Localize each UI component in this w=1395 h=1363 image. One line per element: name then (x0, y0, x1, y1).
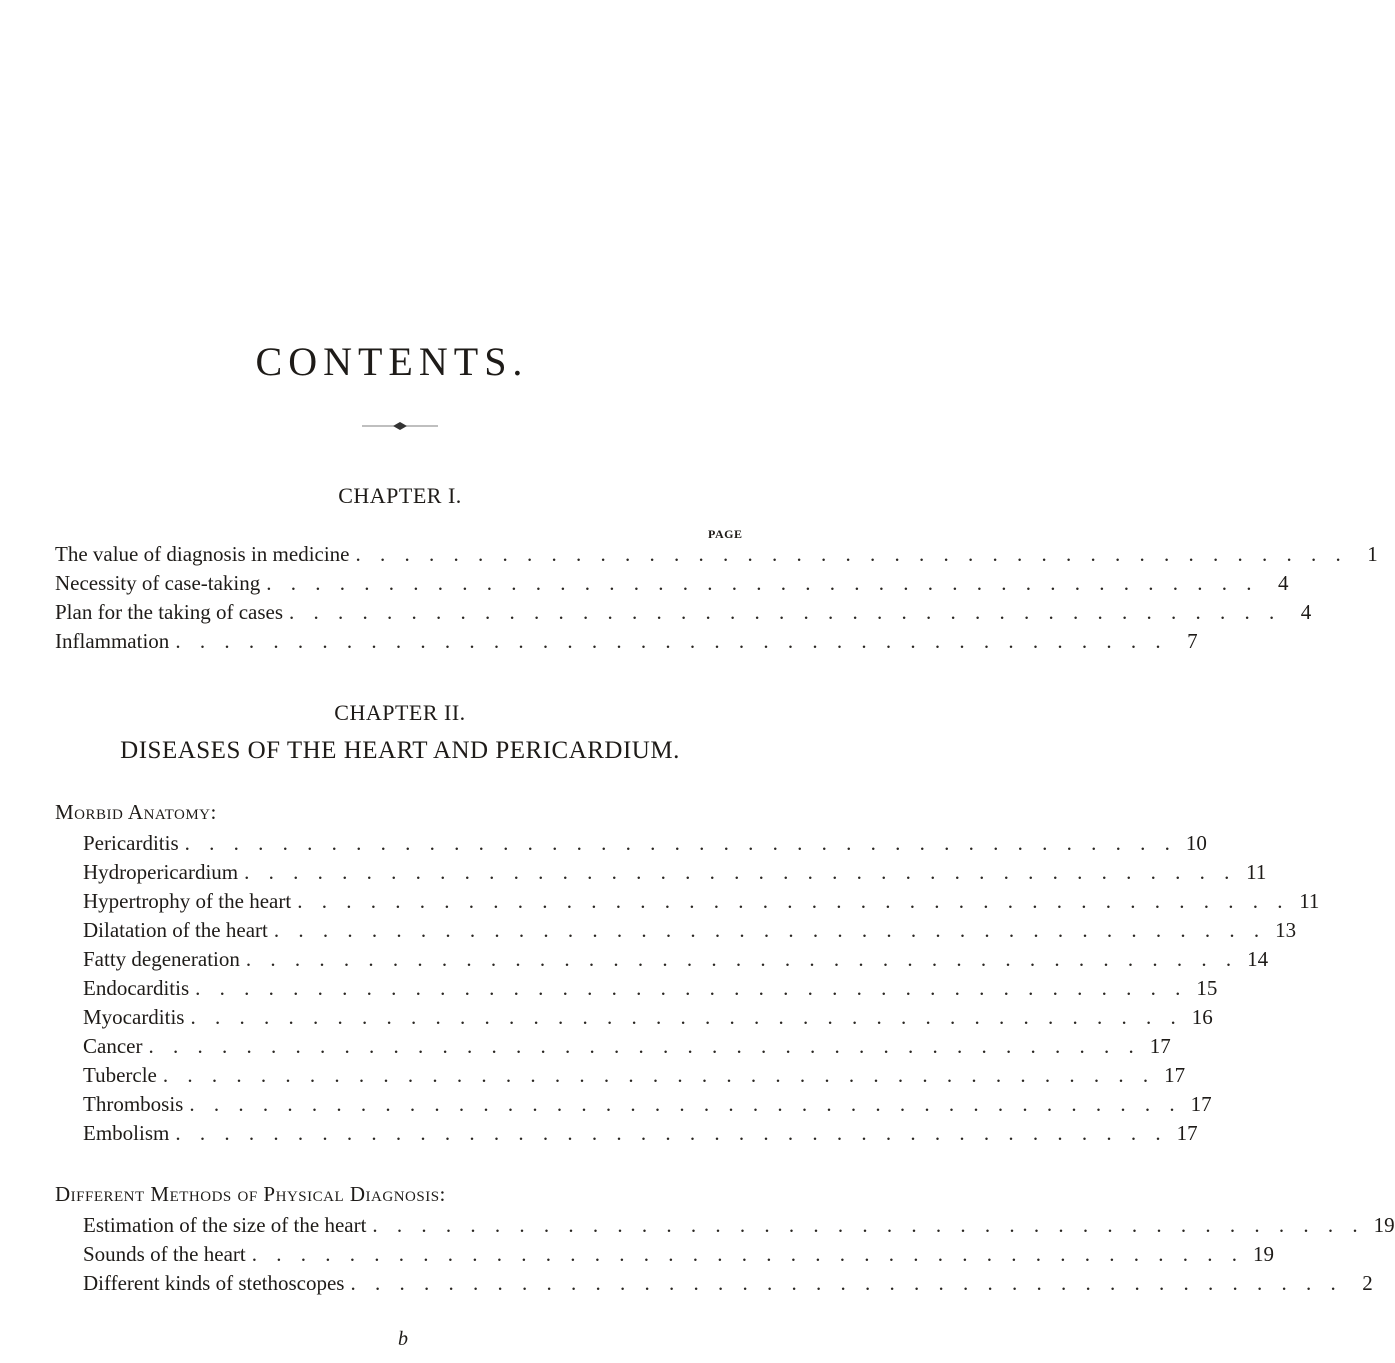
toc-entry-label: Dilatation of the heart (83, 918, 268, 942)
toc-entry-page: 19 (1373, 1213, 1395, 1237)
toc-entry-label: Fatty degeneration (83, 947, 240, 971)
toc-entry-page: 2 (1362, 1271, 1373, 1295)
page-title: CONTENTS. (255, 339, 529, 384)
toc-entry-page: 19 (1252, 1242, 1274, 1266)
toc-entry (55, 571, 1289, 601)
toc-entry (55, 629, 1198, 659)
toc-entry-label: Cancer (83, 1034, 143, 1058)
toc-entry-label: Plan for the taking of cases (55, 600, 284, 624)
toc-entry-page: 17 (1176, 1121, 1198, 1145)
leader-dots: . . . . . . . . . . . . . . . . . . . . . . . . . . . . . . . . . . . . . . . . . (350, 1271, 1343, 1295)
toc-entry-label: Inflammation (55, 629, 170, 653)
leader-dots: . . . . . . . . . . . . . . . . . . . . . . . . . . . . . . . . . . . . . . . . . (245, 947, 1239, 971)
toc-entry (55, 542, 1378, 572)
chapter-1-heading: CHAPTER I. (338, 483, 462, 508)
toc-entry-label: The value of diagnosis in medicine (55, 542, 350, 566)
toc-entry-label: Hypertrophy of the heart (83, 889, 292, 913)
toc-entry (83, 1213, 1395, 1243)
page-column-label: PAGE (708, 527, 743, 541)
leader-dots: . . . . . . . . . . . . . . . . . . . . . . . . . . . . . . . . . . . . . . . . . (190, 1005, 1183, 1029)
leader-dots: . . . . . . . . . . . . . . . . . . . . . . . . . . . . . . . . . . . . . . . . . (355, 542, 1348, 566)
group-heading-morbid-anatomy: Morbid Anatomy: (55, 800, 217, 824)
leader-dots: . . . . . . . . . . . . . . . . . . . . . . . . . . . . . . . . . . . . . . . . . (175, 629, 1168, 653)
leader-dots: . . . . . . . . . . . . . . . . . . . . . . . . . . . . . . . . . . . . . . . . . (189, 1092, 1182, 1116)
toc-entry-page: 11 (1246, 860, 1267, 884)
leader-dots: . . . . . . . . . . . . . . . . . . . . . . . . . . . . . . . . . . . . . . . . . (148, 1034, 1141, 1058)
toc-entry-label: Hydropericardium (83, 860, 239, 884)
toc-entry-label: Endocarditis (83, 976, 190, 1000)
toc-entry (55, 600, 1312, 630)
toc-entry-page: 17 (1149, 1034, 1171, 1058)
toc-entry (83, 1121, 1198, 1151)
toc-entry-label: Necessity of case-taking (55, 571, 261, 595)
toc-entry-page: 11 (1299, 889, 1320, 913)
leader-dots: . . . . . . . . . . . . . . . . . . . . . . . . . . . . . . . . . . . . . . . . . (273, 918, 1267, 942)
toc-entry-page: 10 (1185, 831, 1207, 855)
toc-entry-page: 13 (1275, 918, 1297, 942)
chapter-2-heading: CHAPTER II. (334, 700, 466, 725)
toc-entry-page: 1 (1367, 542, 1378, 566)
toc-entry (83, 1034, 1171, 1064)
toc-entry (83, 831, 1207, 861)
toc-entry (83, 1271, 1373, 1301)
leader-dots: . . . . . . . . . . . . . . . . . . . . . . . . . . . . . . . . . . . . . . . . . (244, 860, 1237, 884)
toc-entry-label: Myocarditis (83, 1005, 185, 1029)
toc-entry (83, 1005, 1213, 1035)
toc-entry-page: 16 (1191, 1005, 1213, 1029)
leader-dots: . . . . . . . . . . . . . . . . . . . . . . . . . . . . . . . . . . . . . . . . . (184, 831, 1177, 855)
toc-entry (83, 918, 1297, 948)
leader-dots: . . . . . . . . . . . . . . . . . . . . . . . . . . . . . . . . . . . . . . . . . (251, 1242, 1244, 1266)
toc-entry-page: 7 (1187, 629, 1198, 653)
signature-mark: b (398, 1328, 408, 1350)
toc-entry (83, 860, 1267, 890)
leader-dots: . . . . . . . . . . . . . . . . . . . . . . . . . . . . . . . . . . . . . . . . . (289, 600, 1282, 624)
ornament-rule-icon (360, 420, 440, 432)
leader-dots: . . . . . . . . . . . . . . . . . . . . . . . . . . . . . . . . . . . . . . . . . (195, 976, 1188, 1000)
toc-entry-label: Tubercle (83, 1063, 157, 1087)
toc-entry-label: Different kinds of stethoscopes (83, 1271, 345, 1295)
group-heading-physical-diagnosis: Different Methods of Physical Diagnosis: (55, 1182, 446, 1206)
toc-entry-label: Estimation of the size of the heart (83, 1213, 367, 1237)
toc-entry-page: 17 (1164, 1063, 1186, 1087)
toc-entry-page: 14 (1247, 947, 1269, 971)
toc-entry-page: 4 (1278, 571, 1289, 595)
toc-entry-label: Sounds of the heart (83, 1242, 246, 1266)
toc-entry (83, 1063, 1186, 1093)
toc-entry-page: 4 (1300, 600, 1312, 624)
leader-dots: . . . . . . . . . . . . . . . . . . . . . . . . . . . . . . . . . . . . . . . . . (162, 1063, 1156, 1087)
chapter-2-title: DISEASES OF THE HEART AND PERICARDIUM. (120, 737, 680, 764)
leader-dots: . . . . . . . . . . . . . . . . . . . . . . . . . . . . . . . . . . . . . . . . . (175, 1121, 1168, 1145)
leader-dots: . . . . . . . . . . . . . . . . . . . . . . . . . . . . . . . . . . . . . . . . . (266, 571, 1259, 595)
leader-dots: . . . . . . . . . . . . . . . . . . . . . . . . . . . . . . . . . . . . . . . . . (372, 1213, 1365, 1237)
toc-entry-label: Thrombosis (83, 1092, 184, 1116)
toc-entry (83, 947, 1269, 977)
toc-entry-label: Pericarditis (83, 831, 179, 855)
toc-entry (83, 1242, 1274, 1272)
leader-dots: . . . . . . . . . . . . . . . . . . . . . . . . . . . . . . . . . . . . . . . . . (297, 889, 1290, 913)
toc-entry (83, 889, 1320, 919)
toc-entry-page: 17 (1190, 1092, 1212, 1116)
toc-entry (83, 976, 1218, 1006)
toc-entry (83, 1092, 1212, 1122)
toc-entry-label: Embolism (83, 1121, 170, 1145)
toc-entry-page: 15 (1196, 976, 1218, 1000)
